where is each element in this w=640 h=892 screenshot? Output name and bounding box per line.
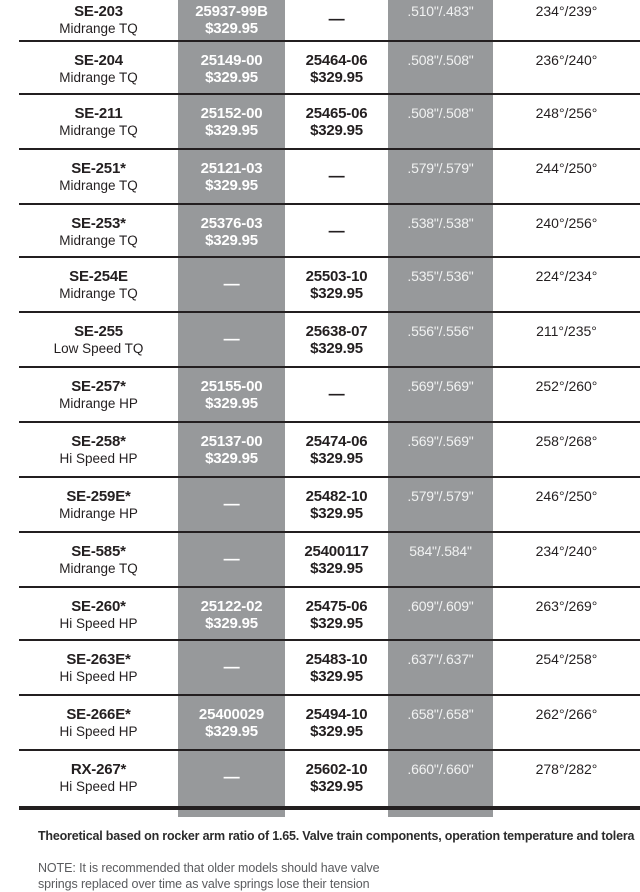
part-number-a: 25937-99B xyxy=(195,3,268,20)
cell-valve-lift xyxy=(388,42,493,95)
duration-value: 236°/240° xyxy=(535,52,598,68)
cell-part-number-a xyxy=(178,258,285,313)
duration-value: 240°/256° xyxy=(535,215,598,231)
cell-valve-lift xyxy=(388,258,493,313)
footnote-note-line1: NOTE: It is recommended that older models should have valve xyxy=(38,861,380,875)
part-number-a: — xyxy=(223,276,240,293)
cell-part-number-b xyxy=(285,641,388,696)
valve-lift-value: .508"/.508" xyxy=(407,105,474,121)
cell-model xyxy=(0,478,178,533)
model-type: Midrange TQ xyxy=(59,178,138,193)
part-number-b: 25638-07 xyxy=(305,323,368,340)
cell-part-number-a xyxy=(178,42,285,95)
cell-valve-lift xyxy=(388,150,493,205)
model-type: Midrange TQ xyxy=(59,21,138,36)
model-name: SE-585* xyxy=(71,543,126,560)
valve-lift-value: .508"/.508" xyxy=(407,52,474,68)
cell-part-number-b xyxy=(285,533,388,588)
duration-value: 234°/239° xyxy=(535,3,598,19)
model-type: Midrange TQ xyxy=(59,561,138,576)
price-a: $329.95 xyxy=(205,20,258,37)
cell-duration xyxy=(493,42,640,95)
cell-model xyxy=(0,95,178,150)
duration-value: 262°/266° xyxy=(535,706,598,722)
model-name: SE-260* xyxy=(71,598,126,615)
price-a: $329.95 xyxy=(205,450,258,467)
part-number-a: 25137-00 xyxy=(200,433,263,450)
model-type: Hi Speed HP xyxy=(59,616,138,631)
part-number-a: 25152-00 xyxy=(200,105,263,122)
part-number-b: — xyxy=(328,11,345,28)
price-a: $329.95 xyxy=(205,395,258,412)
price-b: $329.95 xyxy=(310,340,363,357)
cell-part-number-a xyxy=(178,313,285,368)
duration-value: 244°/250° xyxy=(535,160,598,176)
price-a: $329.95 xyxy=(205,232,258,249)
cell-valve-lift xyxy=(388,588,493,641)
duration-value: 246°/250° xyxy=(535,488,598,504)
part-number-b: 25464-06 xyxy=(305,52,368,69)
part-number-a: — xyxy=(223,769,240,786)
cell-model xyxy=(0,313,178,368)
price-b: $329.95 xyxy=(310,778,363,795)
part-number-b: 25503-10 xyxy=(305,268,368,285)
duration-value: 211°/235° xyxy=(536,323,597,339)
cell-part-number-a xyxy=(178,0,285,42)
cell-part-number-a xyxy=(178,751,285,806)
model-type: Midrange TQ xyxy=(59,286,138,301)
model-name: SE-263E* xyxy=(66,651,131,668)
cell-part-number-a xyxy=(178,478,285,533)
table-row xyxy=(0,478,640,533)
model-name: SE-251* xyxy=(71,160,126,177)
part-number-b: 25482-10 xyxy=(305,488,368,505)
part-number-b: — xyxy=(328,168,345,185)
cell-valve-lift xyxy=(388,205,493,258)
duration-value: 258°/268° xyxy=(535,433,598,449)
model-type: Hi Speed HP xyxy=(59,724,138,739)
table-row xyxy=(0,588,640,641)
cell-part-number-b xyxy=(285,423,388,478)
valve-lift-value: .538"/.538" xyxy=(407,215,474,231)
price-b: $329.95 xyxy=(310,450,363,467)
cell-part-number-b xyxy=(285,42,388,95)
duration-value: 252°/260° xyxy=(535,378,598,394)
cell-valve-lift xyxy=(388,313,493,368)
price-b: $329.95 xyxy=(310,69,363,86)
table-row xyxy=(0,42,640,95)
part-number-b: 25602-10 xyxy=(305,761,368,778)
model-type: Hi Speed HP xyxy=(59,669,138,684)
table-bottom-border xyxy=(19,806,640,810)
model-name: SE-258* xyxy=(71,433,126,450)
valve-lift-value: .660"/.660" xyxy=(407,761,474,777)
cell-model xyxy=(0,258,178,313)
cell-valve-lift xyxy=(388,696,493,751)
price-b: $329.95 xyxy=(310,723,363,740)
duration-value: 248°/256° xyxy=(535,105,598,121)
valve-lift-value: .569"/.569" xyxy=(407,378,474,394)
model-name: SE-203 xyxy=(74,3,123,20)
cell-part-number-b xyxy=(285,751,388,806)
cell-part-number-b xyxy=(285,205,388,258)
table-row xyxy=(0,368,640,423)
valve-lift-value: 584"/.584" xyxy=(409,543,472,559)
model-name: SE-257* xyxy=(71,378,126,395)
cell-model xyxy=(0,150,178,205)
part-number-a: 25400029 xyxy=(198,706,265,723)
valve-lift-value: .569"/.569" xyxy=(407,433,474,449)
cell-model xyxy=(0,423,178,478)
part-number-b: 25474-06 xyxy=(305,433,368,450)
cell-part-number-a xyxy=(178,641,285,696)
table-row xyxy=(0,95,640,150)
part-number-a: — xyxy=(223,551,240,568)
part-number-b: 25400117 xyxy=(304,543,369,560)
duration-value: 234°/240° xyxy=(535,543,598,559)
cell-valve-lift xyxy=(388,423,493,478)
cell-duration xyxy=(493,478,640,533)
part-number-a: 25121-03 xyxy=(200,160,263,177)
cell-duration xyxy=(493,533,640,588)
cell-part-number-a xyxy=(178,368,285,423)
cell-valve-lift xyxy=(388,368,493,423)
cell-duration xyxy=(493,696,640,751)
cell-valve-lift xyxy=(388,533,493,588)
part-number-b: 25494-10 xyxy=(305,706,368,723)
cell-valve-lift xyxy=(388,478,493,533)
cell-part-number-b xyxy=(285,588,388,641)
footnote-note-line2: springs replaced over time as valve springs lose their tension xyxy=(38,877,370,891)
cell-model xyxy=(0,641,178,696)
cell-valve-lift xyxy=(388,95,493,150)
part-number-b: 25483-10 xyxy=(305,651,368,668)
table-row xyxy=(0,423,640,478)
cell-part-number-b xyxy=(285,696,388,751)
table-row xyxy=(0,641,640,696)
model-type: Midrange TQ xyxy=(59,123,138,138)
cell-duration xyxy=(493,150,640,205)
cell-duration xyxy=(493,588,640,641)
part-number-a: 25376-03 xyxy=(200,215,263,232)
table-row xyxy=(0,258,640,313)
cell-model xyxy=(0,696,178,751)
model-type: Hi Speed HP xyxy=(59,451,138,466)
cell-model xyxy=(0,42,178,95)
model-name: RX-267* xyxy=(70,761,127,778)
part-number-a: 25122-02 xyxy=(200,598,263,615)
cell-duration xyxy=(493,95,640,150)
cell-part-number-b xyxy=(285,95,388,150)
cell-duration xyxy=(493,313,640,368)
cell-part-number-a xyxy=(178,205,285,258)
cell-model xyxy=(0,368,178,423)
price-b: $329.95 xyxy=(310,560,363,577)
cell-duration xyxy=(493,751,640,806)
part-number-a: — xyxy=(223,331,240,348)
price-a: $329.95 xyxy=(205,723,258,740)
price-b: $329.95 xyxy=(310,122,363,139)
cell-part-number-b xyxy=(285,258,388,313)
cell-valve-lift xyxy=(388,0,493,42)
duration-value: 254°/258° xyxy=(535,651,598,667)
valve-lift-value: .579"/.579" xyxy=(407,160,474,176)
price-b: $329.95 xyxy=(310,668,363,685)
part-number-a: 25155-00 xyxy=(200,378,263,395)
model-name: SE-259E* xyxy=(66,488,131,505)
footnote-rocker-arm-ratio: Theoretical based on rocker arm ratio of 1.65. Valve train components, operation temperature and tolera xyxy=(38,829,635,843)
part-number-a: — xyxy=(223,496,240,513)
cell-part-number-a xyxy=(178,423,285,478)
cell-duration xyxy=(493,0,640,42)
price-a: $329.95 xyxy=(205,122,258,139)
cell-valve-lift xyxy=(388,641,493,696)
cell-duration xyxy=(493,258,640,313)
part-number-b: — xyxy=(328,386,345,403)
model-type: Low Speed TQ xyxy=(53,341,144,356)
valve-lift-value: .510"/.483" xyxy=(407,3,474,19)
price-b: $329.95 xyxy=(310,615,363,632)
table-row xyxy=(0,0,640,42)
cell-model xyxy=(0,0,178,42)
table-row xyxy=(0,205,640,258)
cell-valve-lift xyxy=(388,751,493,806)
model-name: SE-204 xyxy=(74,52,123,69)
model-name: SE-211 xyxy=(74,105,123,122)
table-row xyxy=(0,313,640,368)
price-b: $329.95 xyxy=(310,285,363,302)
model-name: SE-255 xyxy=(74,323,123,340)
cell-part-number-b xyxy=(285,150,388,205)
cell-part-number-b xyxy=(285,313,388,368)
cell-part-number-a xyxy=(178,533,285,588)
cell-part-number-b xyxy=(285,478,388,533)
model-type: Hi Speed HP xyxy=(59,779,138,794)
valve-lift-value: .556"/.556" xyxy=(407,323,474,339)
model-name: SE-266E* xyxy=(66,706,131,723)
valve-lift-value: .658"/.658" xyxy=(407,706,474,722)
duration-value: 278°/282° xyxy=(535,761,598,777)
cell-duration xyxy=(493,423,640,478)
cell-part-number-a xyxy=(178,95,285,150)
part-number-b: 25465-06 xyxy=(305,105,368,122)
cell-part-number-a xyxy=(178,696,285,751)
cell-model xyxy=(0,588,178,641)
cell-duration xyxy=(493,205,640,258)
table-row xyxy=(0,751,640,806)
cell-duration xyxy=(493,641,640,696)
part-number-a: — xyxy=(223,659,240,676)
table-row xyxy=(0,696,640,751)
model-type: Midrange TQ xyxy=(59,233,138,248)
model-name: SE-254E xyxy=(69,268,128,285)
price-a: $329.95 xyxy=(205,177,258,194)
duration-value: 224°/234° xyxy=(535,268,598,284)
model-type: Midrange HP xyxy=(59,396,138,411)
price-b: $329.95 xyxy=(310,505,363,522)
table-row xyxy=(0,533,640,588)
price-a: $329.95 xyxy=(205,69,258,86)
cell-part-number-b xyxy=(285,0,388,42)
model-type: Midrange HP xyxy=(59,506,138,521)
valve-lift-value: .609"/.609" xyxy=(407,598,474,614)
valve-lift-value: .535"/.536" xyxy=(407,268,474,284)
table-row xyxy=(0,150,640,205)
price-a: $329.95 xyxy=(205,615,258,632)
valve-lift-value: .637"/.637" xyxy=(407,651,474,667)
duration-value: 263°/269° xyxy=(535,598,598,614)
part-number-b: 25475-06 xyxy=(305,598,368,615)
part-number-a: 25149-00 xyxy=(200,52,263,69)
cell-part-number-b xyxy=(285,368,388,423)
cell-model xyxy=(0,533,178,588)
cell-part-number-a xyxy=(178,588,285,641)
valve-lift-value: .579"/.579" xyxy=(407,488,474,504)
cell-part-number-a xyxy=(178,150,285,205)
cell-model xyxy=(0,205,178,258)
cell-duration xyxy=(493,368,640,423)
model-type: Midrange TQ xyxy=(59,70,138,85)
footnote-valve-springs xyxy=(38,860,598,892)
cell-model xyxy=(0,751,178,806)
model-name: SE-253* xyxy=(71,215,126,232)
part-number-b: — xyxy=(328,223,345,240)
